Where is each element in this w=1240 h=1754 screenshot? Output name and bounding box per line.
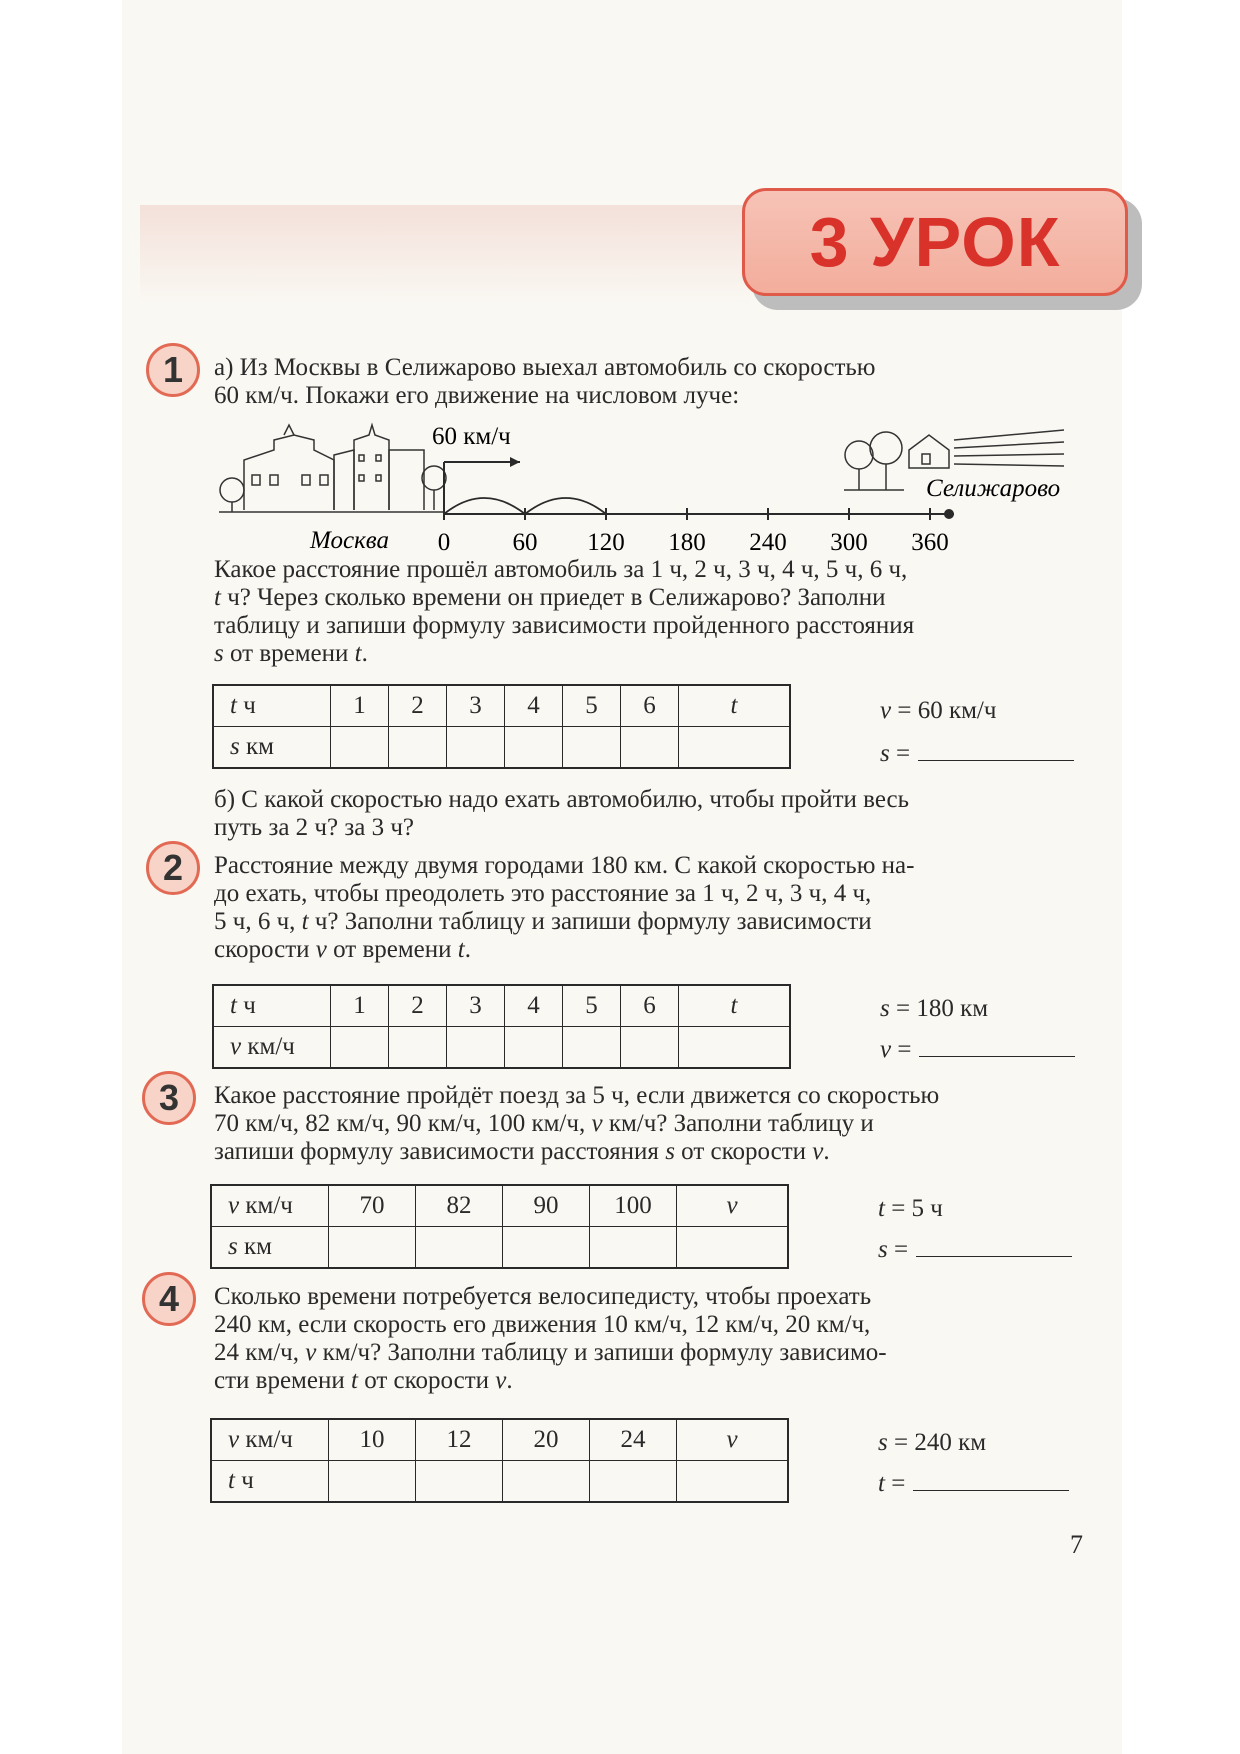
answer-cell[interactable] [677, 1227, 789, 1269]
task1-question-line: t ч? Через сколько времени он приедет в Селижарово? Заполни [214, 584, 886, 611]
answer-cell[interactable] [679, 727, 791, 769]
table-head-cell: v км/ч [211, 1185, 329, 1227]
table-head-cell: v км/ч [211, 1419, 329, 1461]
table-cell: 1 [331, 985, 389, 1027]
table-head-cell: t ч [213, 685, 331, 727]
table-cell: 2 [389, 985, 447, 1027]
table-cell: t [679, 985, 791, 1027]
table-cell: 2 [389, 685, 447, 727]
moscow-illustration [219, 425, 446, 512]
answer-cell[interactable] [329, 1227, 416, 1269]
table-cell: 12 [416, 1419, 503, 1461]
table-cell: 6 [621, 685, 679, 727]
answer-cell[interactable] [563, 727, 621, 769]
task4-line: 240 км, если скорость его движения 10 км/ч, 12 км/ч, 20 км/ч, [214, 1311, 871, 1338]
task1-question-line: s от времени t. [214, 640, 368, 667]
task2-line: до ехать, чтобы преодолеть это расстояние за 1 ч, 2 ч, 3 ч, 4 ч, [214, 880, 872, 907]
table-cell: 5 [563, 685, 621, 727]
lesson-badge [742, 188, 1128, 296]
formula-answer-line[interactable] [919, 1034, 1075, 1057]
table-row [213, 685, 790, 727]
page-number: 7 [1070, 1530, 1083, 1559]
table-head-cell: s км [213, 727, 331, 769]
table-row [213, 985, 790, 1027]
table-cell: 100 [590, 1185, 677, 1227]
number-ray-figure [214, 420, 1114, 570]
ray-arc-2 [525, 498, 606, 514]
answer-cell[interactable] [679, 1027, 791, 1069]
task4-line: сти времени t от скорости v. [214, 1367, 513, 1394]
ray-tick-label: 180 [668, 529, 706, 556]
table-cell: 70 [329, 1185, 416, 1227]
task4-formula: t = [878, 1468, 1069, 1499]
ray-ticks [438, 508, 949, 556]
ray-tick-label: 300 [830, 529, 868, 556]
answer-cell[interactable] [416, 1461, 503, 1503]
task2-text [214, 852, 1090, 964]
task-number-badge: 2 [146, 841, 200, 895]
task1-given: v = 60 км/ч [880, 697, 997, 724]
table-cell: 6 [621, 985, 679, 1027]
answer-cell[interactable] [505, 727, 563, 769]
table-row [211, 1185, 788, 1227]
task4-given: s = 240 км [878, 1429, 987, 1456]
task1-text-a-line: а) Из Москвы в Селижарово выехал автомобиль со скоростью [214, 354, 876, 381]
ray-arc-1 [444, 498, 525, 514]
task4-line: 24 км/ч, v км/ч? Заполни таблицу и запиши формулу зависимо- [214, 1339, 887, 1366]
answer-cell[interactable] [503, 1461, 590, 1503]
task3-line: запиши формулу зависимости расстояния s от скорости v. [214, 1138, 830, 1165]
ray-start-city: Москва [310, 527, 389, 554]
table-head-cell: t ч [211, 1461, 329, 1503]
answer-cell[interactable] [563, 1027, 621, 1069]
answer-cell[interactable] [389, 1027, 447, 1069]
table-cell: 3 [447, 685, 505, 727]
task3-text [214, 1082, 1090, 1166]
table-cell: 82 [416, 1185, 503, 1227]
task-number-badge: 3 [142, 1071, 196, 1125]
answer-cell[interactable] [447, 1027, 505, 1069]
ray-end-point [944, 509, 954, 519]
table-cell: v [677, 1185, 789, 1227]
ray-tick-label: 240 [749, 529, 787, 556]
task1-question-line: Какое расстояние прошёл автомобиль за 1 ч, 2 ч, 3 ч, 4 ч, 5 ч, 6 ч, [214, 556, 908, 583]
answer-cell[interactable] [590, 1227, 677, 1269]
ray-end-city: Селижарово [926, 475, 1061, 502]
speed-arrow-head [510, 457, 520, 467]
table-cell: 20 [503, 1419, 590, 1461]
task3-line: Какое расстояние пройдёт поезд за 5 ч, если движется со скоростью [214, 1082, 940, 1109]
table-row [213, 1027, 790, 1069]
table-cell: 3 [447, 985, 505, 1027]
task2-line: скорости v от времени t. [214, 936, 471, 963]
table-row [211, 1227, 788, 1269]
task1-formula: s = [880, 738, 1074, 769]
faint-header-band [140, 205, 750, 305]
task3-line: 70 км/ч, 82 км/ч, 90 км/ч, 100 км/ч, v км/ч? Заполни таблицу и [214, 1110, 874, 1137]
task4-line: Сколько времени потребуется велосипедисту, чтобы проехать [214, 1283, 872, 1310]
task2-table [212, 984, 791, 1069]
task2-formula: v = [880, 1034, 1075, 1065]
table-cell: 24 [590, 1419, 677, 1461]
table-row [213, 727, 790, 769]
table-cell: 5 [563, 985, 621, 1027]
table-cell: v [677, 1419, 789, 1461]
task2-line: 5 ч, 6 ч, t ч? Заполни таблицу и запиши формулу зависимости [214, 908, 872, 935]
task2-given: s = 180 км [880, 995, 989, 1022]
task2-line: Расстояние между двумя городами 180 км. С какой скоростью на- [214, 852, 915, 879]
task1-text-b [214, 786, 1090, 842]
table-cell: 4 [505, 685, 563, 727]
answer-cell[interactable] [389, 727, 447, 769]
table-cell: 10 [329, 1419, 416, 1461]
answer-cell[interactable] [416, 1227, 503, 1269]
table-cell: t [679, 685, 791, 727]
answer-cell[interactable] [505, 1027, 563, 1069]
formula-answer-line[interactable] [916, 1234, 1072, 1257]
answer-cell[interactable] [621, 1027, 679, 1069]
task3-table [210, 1184, 789, 1269]
task3-given: t = 5 ч [878, 1195, 943, 1222]
task4-table [210, 1418, 789, 1503]
table-cell: 90 [503, 1185, 590, 1227]
task-number-badge: 4 [142, 1272, 196, 1326]
table-cell: 1 [331, 685, 389, 727]
formula-answer-line[interactable] [913, 1468, 1069, 1491]
task1-text-a [214, 354, 1090, 410]
task1-text-a-line: 60 км/ч. Покажи его движение на числовом луче: [214, 382, 740, 409]
table-cell: 4 [505, 985, 563, 1027]
table-head-cell: s км [211, 1227, 329, 1269]
table-row [211, 1419, 788, 1461]
answer-cell[interactable] [447, 727, 505, 769]
task4-text [214, 1283, 1090, 1395]
task-number-badge: 1 [146, 343, 200, 397]
task1-table [212, 684, 791, 769]
task1-question-line: таблицу и запиши формулу зависимости пройденного расстояния [214, 612, 915, 639]
table-head-cell: v км/ч [213, 1027, 331, 1069]
ray-tick-label: 60 [512, 529, 538, 556]
answer-cell[interactable] [590, 1461, 677, 1503]
lesson-title: 3 УРОК [809, 203, 1061, 281]
table-row [211, 1461, 788, 1503]
answer-cell[interactable] [331, 1027, 389, 1069]
ray-tick-label: 120 [587, 529, 625, 556]
answer-cell[interactable] [331, 727, 389, 769]
formula-answer-line[interactable] [918, 738, 1074, 761]
answer-cell[interactable] [621, 727, 679, 769]
task1-text-b-line: путь за 2 ч? за 3 ч? [214, 814, 414, 841]
task1-text-b-line: б) С какой скоростью надо ехать автомобилю, чтобы пройти весь [214, 786, 910, 813]
speed-label: 60 км/ч [432, 423, 511, 450]
task1-question [214, 556, 1090, 668]
task3-formula: s = [878, 1234, 1072, 1265]
answer-cell[interactable] [677, 1461, 789, 1503]
answer-cell[interactable] [503, 1227, 590, 1269]
ray-tick-label: 0 [437, 529, 451, 556]
table-head-cell: t ч [213, 985, 331, 1027]
answer-cell[interactable] [329, 1461, 416, 1503]
ray-tick-label: 360 [911, 529, 949, 556]
